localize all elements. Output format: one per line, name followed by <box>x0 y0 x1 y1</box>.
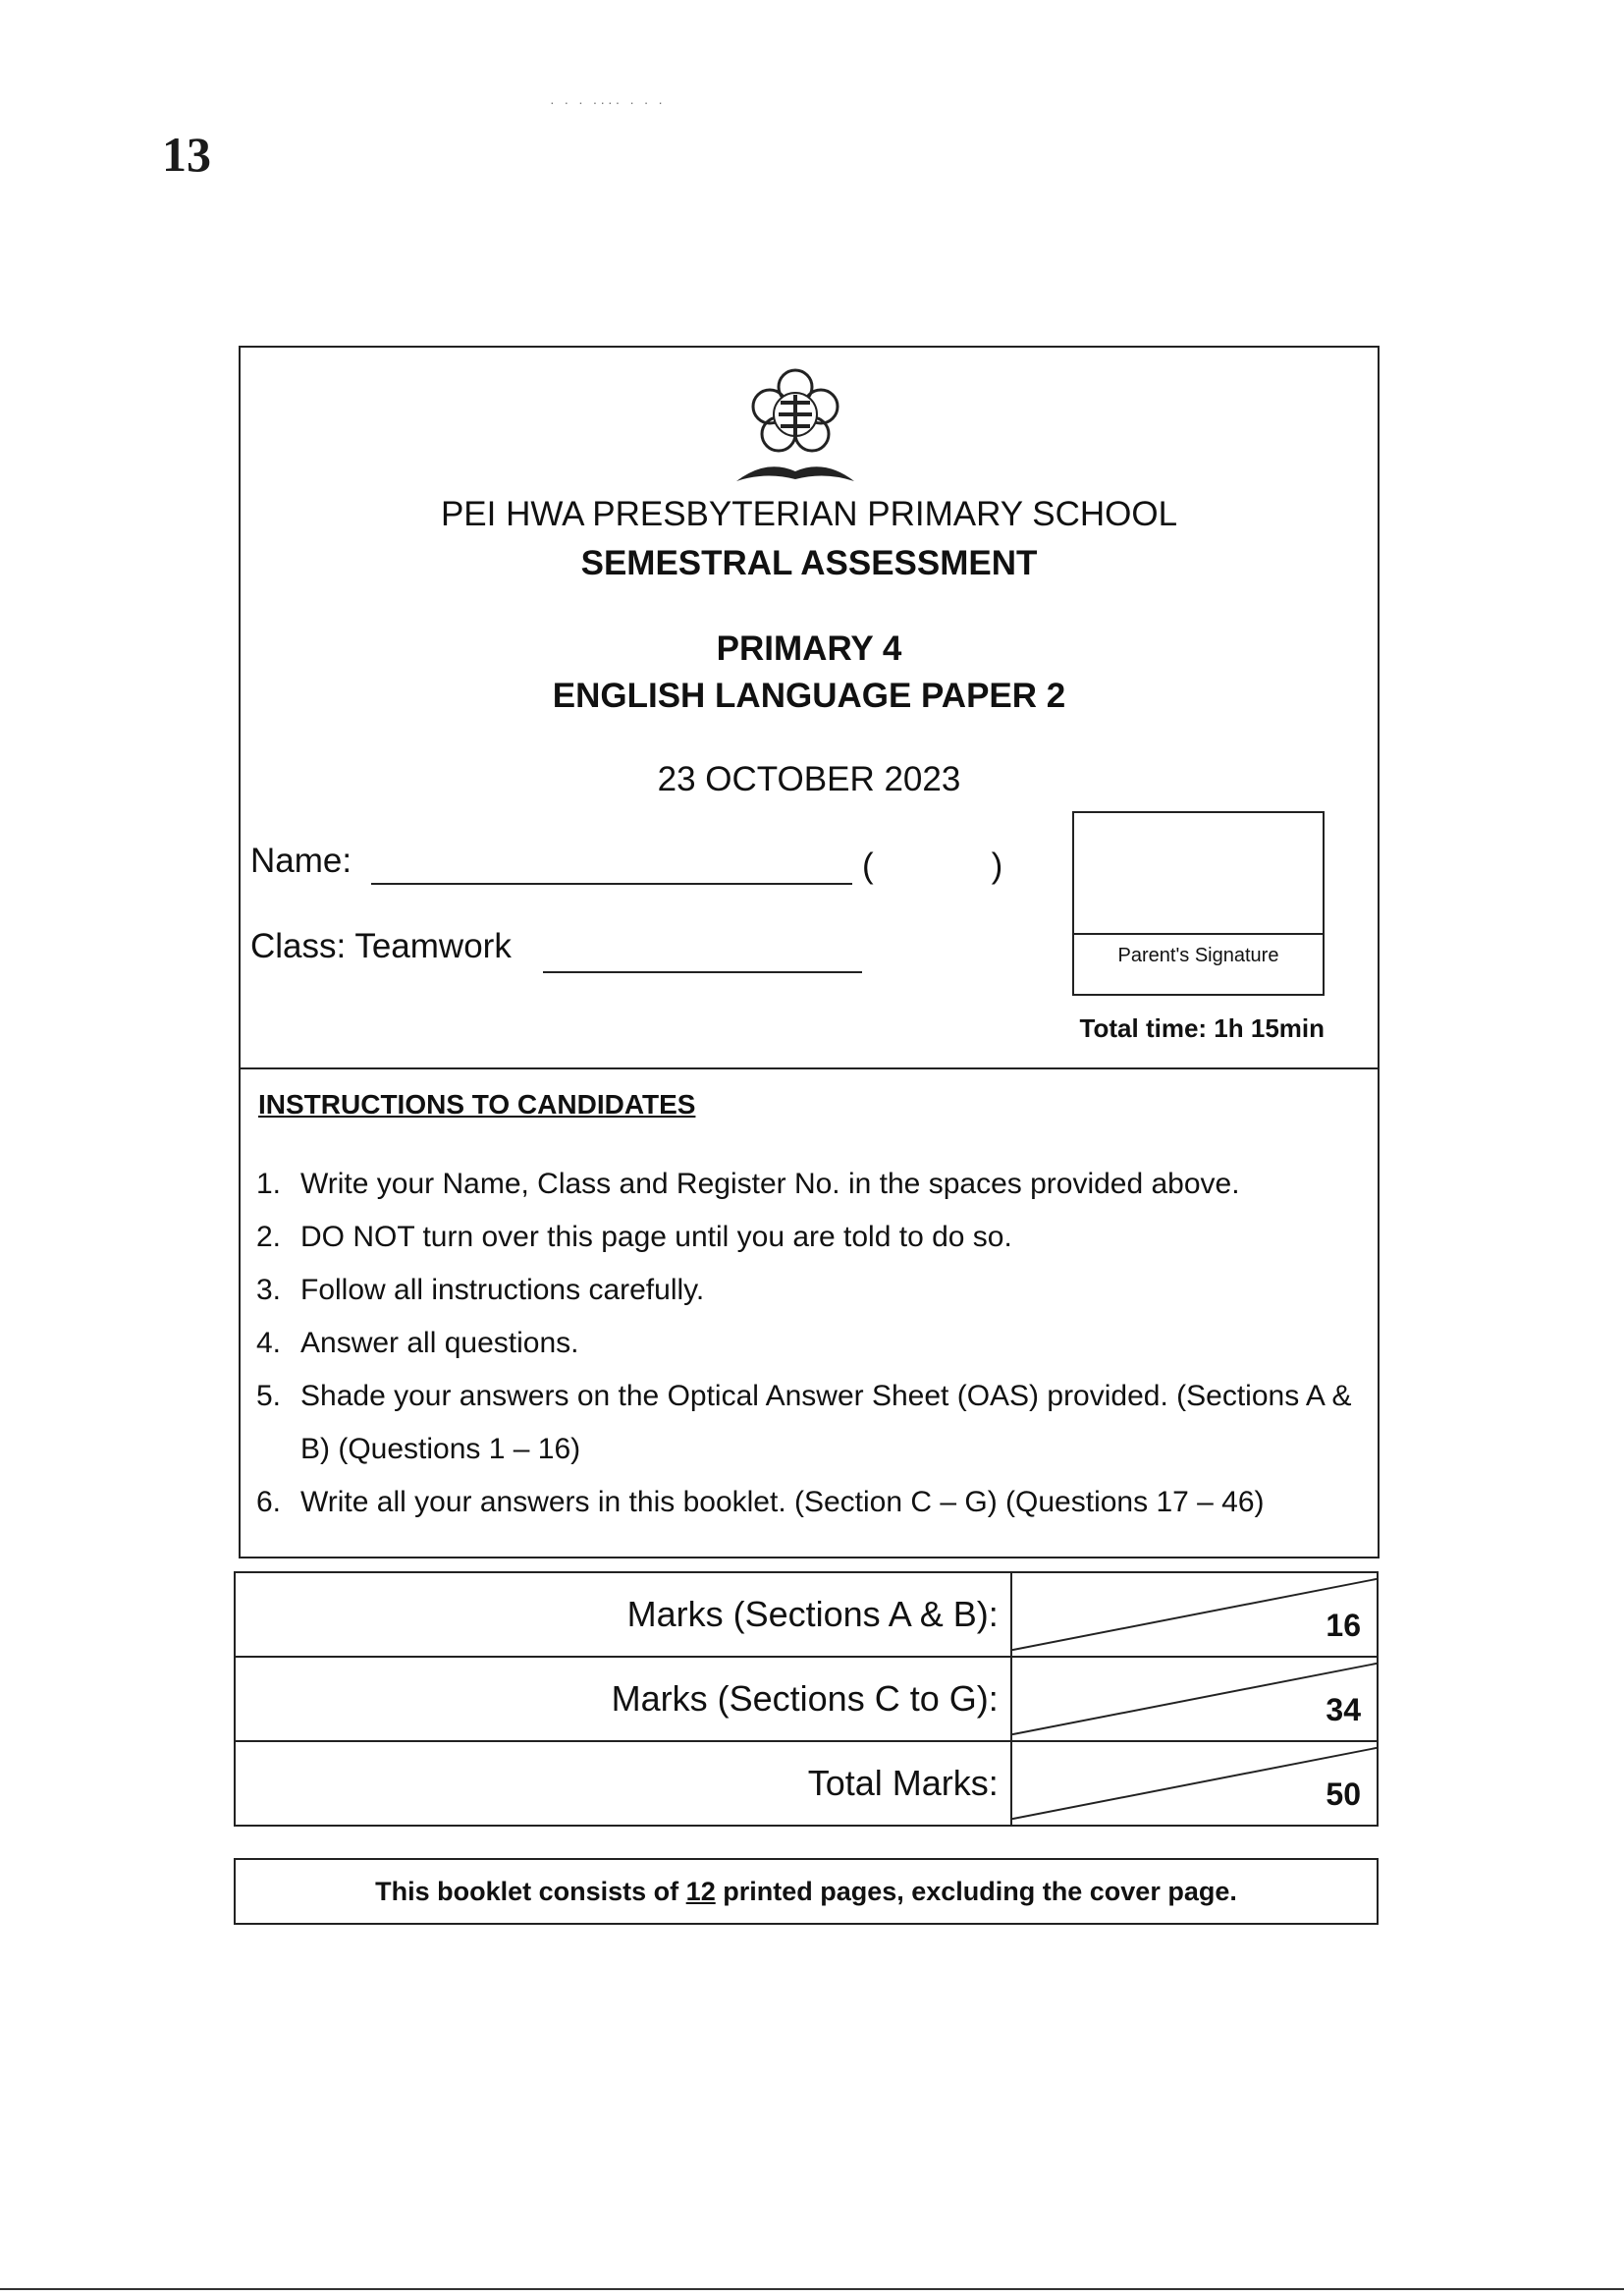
marks-label: Marks (Sections A & B): <box>235 1572 1011 1657</box>
marks-row <box>235 1657 1378 1741</box>
diagonal-slash <box>1012 1742 1377 1825</box>
diagonal-slash <box>1012 1573 1377 1656</box>
marks-table <box>234 1571 1379 1827</box>
marks-score-cell[interactable] <box>1011 1572 1378 1657</box>
cover-header-box <box>239 346 1380 1069</box>
marks-row <box>235 1741 1378 1826</box>
instruction-text: Follow all instructions carefully. <box>300 1274 705 1306</box>
instruction-item <box>256 1211 1356 1264</box>
notice-text-before: This booklet consists of <box>375 1877 686 1906</box>
instruction-number: 6. <box>256 1486 282 1518</box>
total-time: Total time: 1h 15min <box>1079 1013 1325 1043</box>
paper-title: ENGLISH LANGUAGE PAPER 2 <box>552 677 1066 715</box>
instruction-item <box>256 1158 1356 1211</box>
diagonal-slash <box>1012 1658 1377 1740</box>
exam-date: 23 OCTOBER 2023 <box>657 760 961 798</box>
instruction-item <box>256 1370 1356 1476</box>
notice-text-after: printed pages, excluding the cover page. <box>715 1877 1237 1906</box>
marks-score-cell[interactable] <box>1011 1657 1378 1741</box>
name-label: Name: <box>250 842 352 880</box>
signature-divider <box>1074 933 1323 935</box>
signature-label: Parent's Signature <box>1117 945 1279 966</box>
register-close-bracket: ) <box>991 847 1003 885</box>
instruction-text: Write your Name, Class and Register No. in the spaces provided above. <box>300 1168 1240 1200</box>
max-mark: 50 <box>1326 1777 1361 1812</box>
instructions-title: INSTRUCTIONS TO CANDIDATES <box>258 1089 696 1120</box>
max-mark: 34 <box>1326 1692 1361 1727</box>
marks-score-cell[interactable] <box>1011 1741 1378 1826</box>
scan-noise: · · · ···· · · · <box>550 94 666 110</box>
instructions-box <box>239 1067 1380 1558</box>
instruction-number: 4. <box>256 1327 282 1359</box>
class-field[interactable] <box>543 971 862 973</box>
instruction-text: Write all your answers in this booklet. (Section C – G) (Questions 17 – 46) <box>300 1486 1265 1518</box>
page-number: 13 <box>162 127 211 182</box>
register-open-bracket: ( <box>862 847 874 885</box>
instruction-item <box>256 1476 1356 1529</box>
page-count-notice <box>234 1858 1379 1925</box>
bottom-rule <box>0 2288 1624 2290</box>
instruction-number: 2. <box>256 1221 282 1253</box>
school-name: PEI HWA PRESBYTERIAN PRIMARY SCHOOL <box>440 495 1178 533</box>
instruction-number: 5. <box>256 1380 282 1412</box>
class-label: Class: Teamwork <box>250 927 512 965</box>
instruction-number: 1. <box>256 1168 282 1200</box>
page-count: 12 <box>685 1877 716 1906</box>
name-field[interactable] <box>371 883 852 885</box>
instruction-text: Shade your answers on the Optical Answer Sheet (OAS) provided. (Sections A & B) (Questions 1 – 16) <box>300 1380 1352 1465</box>
marks-label: Marks (Sections C to G): <box>235 1657 1011 1741</box>
school-crest-icon <box>722 365 869 488</box>
instruction-item <box>256 1317 1356 1370</box>
max-mark: 16 <box>1326 1608 1361 1643</box>
assessment-name: SEMESTRAL ASSESSMENT <box>580 544 1038 582</box>
parent-signature-box[interactable] <box>1072 811 1325 996</box>
instruction-number: 3. <box>256 1274 282 1306</box>
marks-row <box>235 1572 1378 1657</box>
register-number-field[interactable] <box>862 847 1002 886</box>
instruction-text: DO NOT turn over this page until you are told to do so. <box>300 1221 1012 1253</box>
level-title: PRIMARY 4 <box>716 629 902 668</box>
instruction-text: Answer all questions. <box>300 1327 579 1359</box>
marks-label: Total Marks: <box>235 1741 1011 1826</box>
instruction-item <box>256 1264 1356 1317</box>
instructions-list <box>256 1158 1356 1529</box>
